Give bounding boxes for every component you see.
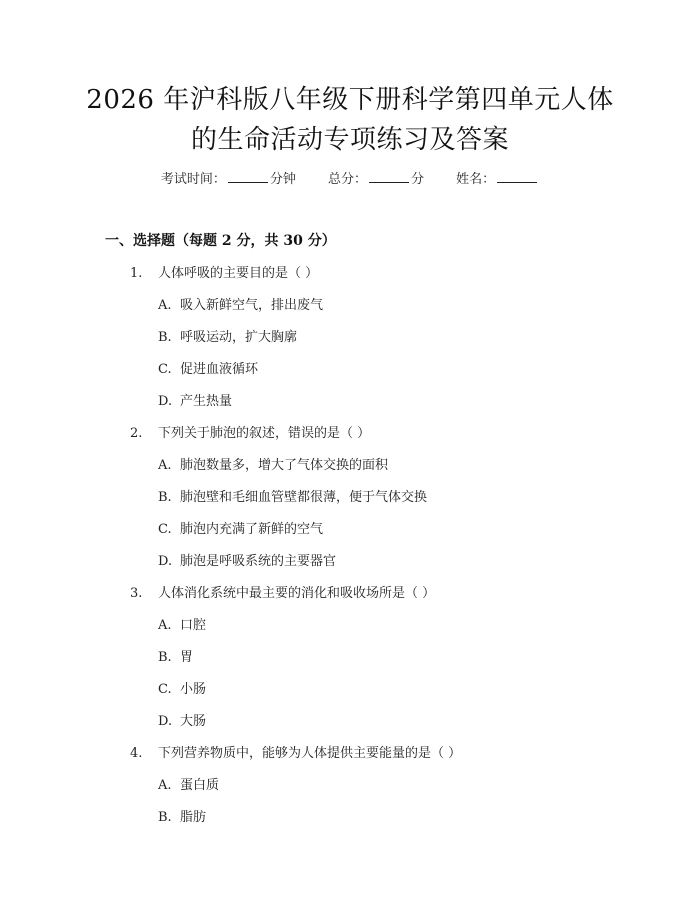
option[interactable] — [158, 646, 193, 665]
option-text: 肺泡数量多，增大了气体交换的面积 — [180, 458, 389, 473]
option-text: 小肠 — [180, 682, 207, 697]
option-text: 肺泡内充满了新鲜的空气 — [180, 522, 324, 537]
exam-time-field — [161, 168, 296, 187]
question-text: 下列营养物质中，能够为人体提供主要能量的是（ ） — [158, 746, 462, 761]
option-text: 蛋白质 — [180, 778, 220, 793]
option-text: 胃 — [180, 650, 194, 665]
option[interactable] — [158, 806, 206, 825]
option[interactable] — [158, 678, 206, 697]
option-text: 吸入新鲜空气，排出废气 — [180, 298, 324, 313]
section-title: 一、选择题（每题 2 分，共 30 分） — [105, 233, 336, 249]
title-line-1: 2026 年沪科版八年级下册科学第四单元人体 — [86, 85, 614, 115]
option-letter: A. — [158, 778, 172, 793]
option[interactable] — [158, 710, 206, 729]
exam-info-line — [0, 168, 700, 187]
option-text: 产生热量 — [180, 394, 233, 409]
option-letter: B. — [158, 810, 172, 825]
option[interactable] — [158, 774, 219, 793]
total-score-field — [328, 168, 424, 187]
option[interactable] — [158, 614, 206, 633]
question — [130, 262, 318, 281]
option-letter: A. — [158, 458, 172, 473]
document-title — [0, 80, 700, 160]
option[interactable] — [158, 454, 388, 473]
name-label: 姓名： — [456, 172, 496, 187]
option[interactable] — [158, 486, 427, 505]
question-text: 人体消化系统中最主要的消化和吸收场所是（ ） — [158, 586, 436, 601]
question-text: 人体呼吸的主要目的是（ ） — [158, 266, 319, 281]
option[interactable] — [158, 550, 336, 569]
option-text: 促进血液循环 — [180, 362, 259, 377]
question-number: 3. — [130, 586, 143, 601]
name-field — [456, 168, 539, 187]
option[interactable] — [158, 390, 232, 409]
option-letter: D. — [158, 554, 173, 569]
option-text: 大肠 — [180, 714, 207, 729]
name-blank[interactable] — [497, 170, 537, 183]
question — [130, 582, 435, 601]
option[interactable] — [158, 358, 258, 377]
option-letter: A. — [158, 298, 172, 313]
title-line-2: 的生命活动专项练习及答案 — [190, 125, 509, 155]
option-letter: D. — [158, 394, 173, 409]
option-letter: C. — [158, 362, 172, 377]
exam-time-blank[interactable] — [228, 170, 268, 183]
question — [130, 422, 370, 441]
question-text: 下列关于肺泡的叙述，错误的是（ ） — [158, 426, 371, 441]
option-text: 呼吸运动，扩大胸廓 — [180, 330, 298, 345]
question-number: 2. — [130, 426, 143, 441]
exam-time-label: 考试时间： — [160, 172, 226, 187]
option-letter: C. — [158, 682, 172, 697]
option-letter: B. — [158, 490, 172, 505]
total-score-blank[interactable] — [369, 170, 409, 183]
option-letter: B. — [158, 330, 172, 345]
option[interactable] — [158, 326, 297, 345]
option-letter: D. — [158, 714, 173, 729]
question — [130, 742, 461, 761]
option-text: 肺泡壁和毛细血管壁都很薄，便于气体交换 — [180, 490, 428, 505]
option-text: 口腔 — [180, 618, 207, 633]
option[interactable] — [158, 518, 323, 537]
exam-time-unit: 分钟 — [269, 172, 296, 187]
option-letter: A. — [158, 618, 172, 633]
option-text: 脂肪 — [180, 810, 207, 825]
option-letter: B. — [158, 650, 172, 665]
total-score-unit: 分 — [411, 172, 425, 187]
question-number: 4. — [130, 746, 143, 761]
option[interactable] — [158, 294, 323, 313]
option-letter: C. — [158, 522, 172, 537]
option-text: 肺泡是呼吸系统的主要器官 — [180, 554, 337, 569]
total-score-label: 总分： — [327, 172, 367, 187]
question-number: 1. — [130, 266, 143, 281]
